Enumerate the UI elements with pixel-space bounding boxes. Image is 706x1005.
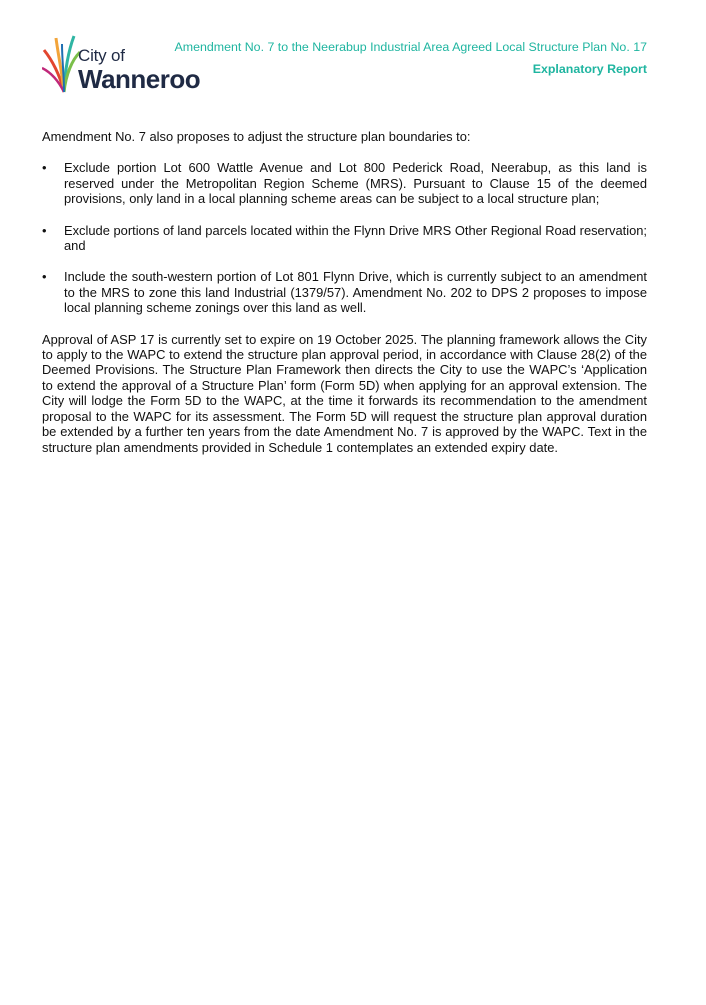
logo-wanneroo: Wanneroo bbox=[78, 64, 201, 94]
document-subtitle: Explanatory Report bbox=[532, 62, 647, 76]
list-item-text: Include the south-western portion of Lot 801 Flynn Drive, which is currently subject to an amendment to the MRS to zone this land Industrial (1379/57). Amendment No. 202 to DPS 2 proposes to impose local planning scheme zonings over this land as well. bbox=[64, 269, 647, 316]
bullet-icon: • bbox=[42, 222, 47, 238]
bullet-icon: • bbox=[42, 269, 47, 285]
list-item-text: Exclude portion Lot 600 Wattle Avenue and Lot 800 Pederick Road, Neerabup, as this land is reserved under the Metropolitan Region Scheme (MRS). Pursuant to Clause 15 of the deemed provisions, only land in a local planning scheme areas can be subject to a local structure plan; bbox=[64, 160, 647, 207]
boundary-list bbox=[42, 160, 647, 315]
bullet-icon: • bbox=[42, 160, 47, 176]
list-item-text: Exclude portions of land parcels located within the Flynn Drive MRS Other Regional Road reservation; and bbox=[64, 222, 647, 254]
list-item bbox=[42, 160, 647, 206]
list-item bbox=[42, 223, 647, 254]
document-body bbox=[42, 129, 647, 455]
logo-city-of: City of bbox=[78, 46, 125, 65]
logo-plant-icon bbox=[42, 30, 82, 96]
intro-paragraph: Amendment No. 7 also proposes to adjust the structure plan boundaries to: bbox=[42, 129, 471, 144]
list-item bbox=[42, 269, 647, 315]
document-title: Amendment No. 7 to the Neerabup Industrial Area Agreed Local Structure Plan No. 17 bbox=[174, 40, 647, 54]
approval-paragraph: Approval of ASP 17 is currently set to expire on 19 October 2025. The planning framework allows the City to apply to the WAPC to extend the structure plan approval period, in accordance with Clause 28(2) of the Deemed Provisions. The Structure Plan Framework then directs the City to use the WAPC’s ‘Application to extend the approval of a Structure Plan’ form (Form 5D) when applying for an approval extension. The City will lodge the Form 5D to the WAPC, at the time it forwards its recommendation to the amendment proposal to the WAPC for its assessment. The Form 5D will request the structure plan approval duration be extended by a further ten years from the date Amendment No. 7 is approved by the WAPC. Text in the structure plan amendments provided in Schedule 1 contemplates an extended expiry date. bbox=[42, 331, 647, 455]
